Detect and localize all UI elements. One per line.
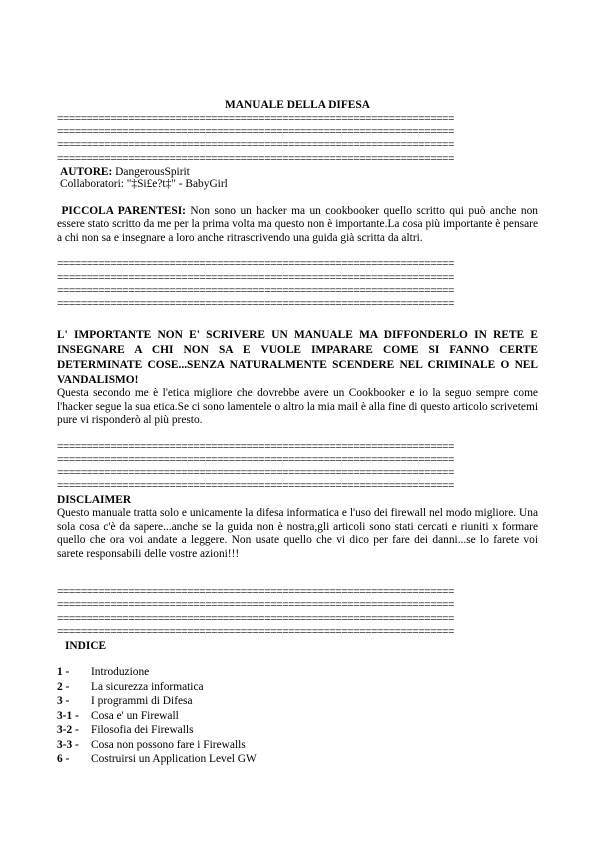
disclaimer-paragraph: Questo manuale tratta solo e unicamente la difesa informatica e l'uso dei firewall nel modo migliore. Una sola cosa c'è da sapere...anche se la guida non è nostra,gli articoli sono stati cercati e riuniti x formare quello che ora voi andate a leggere. Non usate quello che vi dico per fare dei danni...se lo farete voi sarete responsabili delle vostre azioni!!! bbox=[57, 507, 538, 560]
separator-line: =================================================================== bbox=[57, 271, 454, 284]
parentesi-text: Non sono un hacker ma un cookbooker quello scritto qui può anche non essere stato scritto da me per la prima volta ma questo non è importante.La cosa più importante è pensare a chi non sa e insegnare a loro anche ritrascrivendo una guida già scritta da altri. bbox=[57, 204, 538, 244]
toc-item-title: I programmi di Difesa bbox=[91, 695, 193, 708]
author-label: AUTORE: bbox=[60, 165, 113, 178]
separator-line: =================================================================== bbox=[57, 612, 454, 625]
toc-item-title: Costruirsi un Application Level GW bbox=[91, 753, 257, 766]
toc-item bbox=[57, 710, 538, 725]
separator-line: =================================================================== bbox=[57, 586, 454, 599]
toc-item-number: 3 - bbox=[57, 695, 70, 708]
separator-block-1 bbox=[57, 113, 538, 166]
parentesi-paragraph bbox=[57, 205, 538, 246]
toc-item bbox=[57, 666, 538, 681]
disclaimer-heading: DISCLAIMER bbox=[57, 493, 132, 506]
separator-line: =================================================================== bbox=[57, 113, 454, 125]
indice-heading: INDICE bbox=[65, 639, 107, 652]
separator-line: =================================================================== bbox=[57, 480, 454, 493]
document-title: MANUALE DELLA DIFESA bbox=[225, 99, 370, 111]
separator-line: =================================================================== bbox=[57, 440, 454, 453]
table-of-contents bbox=[57, 666, 538, 768]
toc-item-number: 3-2 - bbox=[57, 724, 79, 737]
collaborators-line: Collaboratori: "‡Si£e?t‡" - BabyGirl bbox=[60, 178, 228, 191]
toc-item-number: 1 - bbox=[57, 666, 70, 679]
important-paragraph: Questa secondo me è l'etica migliore che dovrebbe avere un Cookbooker e io la seguo sempre come l'hacker segue la sua etica.Se ci sono lamentele o altro la mia mail è alla fine di questo articolo scrivetemi pure vi risponderò al più presto. bbox=[57, 387, 538, 427]
toc-item bbox=[57, 724, 538, 739]
separator-block-4 bbox=[57, 586, 538, 639]
separator-line: =================================================================== bbox=[57, 126, 454, 139]
separator-line: =================================================================== bbox=[57, 467, 454, 480]
separator-line: =================================================================== bbox=[57, 284, 454, 297]
toc-item-number: 3-3 - bbox=[57, 738, 79, 751]
toc-item-number: 6 - bbox=[57, 753, 70, 766]
toc-item-title: La sicurezza informatica bbox=[91, 680, 204, 693]
author-line bbox=[57, 166, 538, 179]
separator-line: =================================================================== bbox=[57, 625, 454, 638]
toc-item-title: Cosa e' un Firewall bbox=[91, 709, 179, 722]
separator-line: =================================================================== bbox=[57, 454, 454, 467]
important-heading: L' IMPORTANTE NON E' SCRIVERE UN MANUALE MA DIFFONDERLO IN RETE E INSEGNARE A CHI NON SA E VUOLE IMPARARE COME SI FANNO CERTE DETERMINATE COSE...SENZA NATURALMENTE SCENDERE NEL CRIMINALE O NEL VANDALISMO! bbox=[57, 329, 538, 386]
document-content bbox=[57, 99, 538, 768]
parentesi-label: PICCOLA PARENTESI: bbox=[61, 204, 186, 217]
separator-line: =================================================================== bbox=[57, 297, 454, 310]
author-name: DangerousSpirit bbox=[112, 165, 190, 178]
separator-block-2 bbox=[57, 258, 538, 311]
toc-item-title: Introduzione bbox=[91, 666, 150, 679]
separator-line: =================================================================== bbox=[57, 139, 454, 152]
separator-block-3 bbox=[57, 441, 538, 494]
toc-item-number: 2 - bbox=[57, 680, 70, 693]
toc-item-title: Cosa non possono fare i Firewalls bbox=[91, 738, 246, 751]
toc-item-number: 3-1 - bbox=[57, 709, 79, 722]
toc-item bbox=[57, 681, 538, 696]
toc-item bbox=[57, 753, 538, 768]
toc-item bbox=[57, 695, 538, 710]
separator-line: =================================================================== bbox=[57, 599, 454, 612]
separator-line: =================================================================== bbox=[57, 258, 454, 271]
toc-item bbox=[57, 739, 538, 754]
toc-item-title: Filosofia dei Firewalls bbox=[91, 724, 194, 737]
separator-line: =================================================================== bbox=[57, 152, 454, 165]
